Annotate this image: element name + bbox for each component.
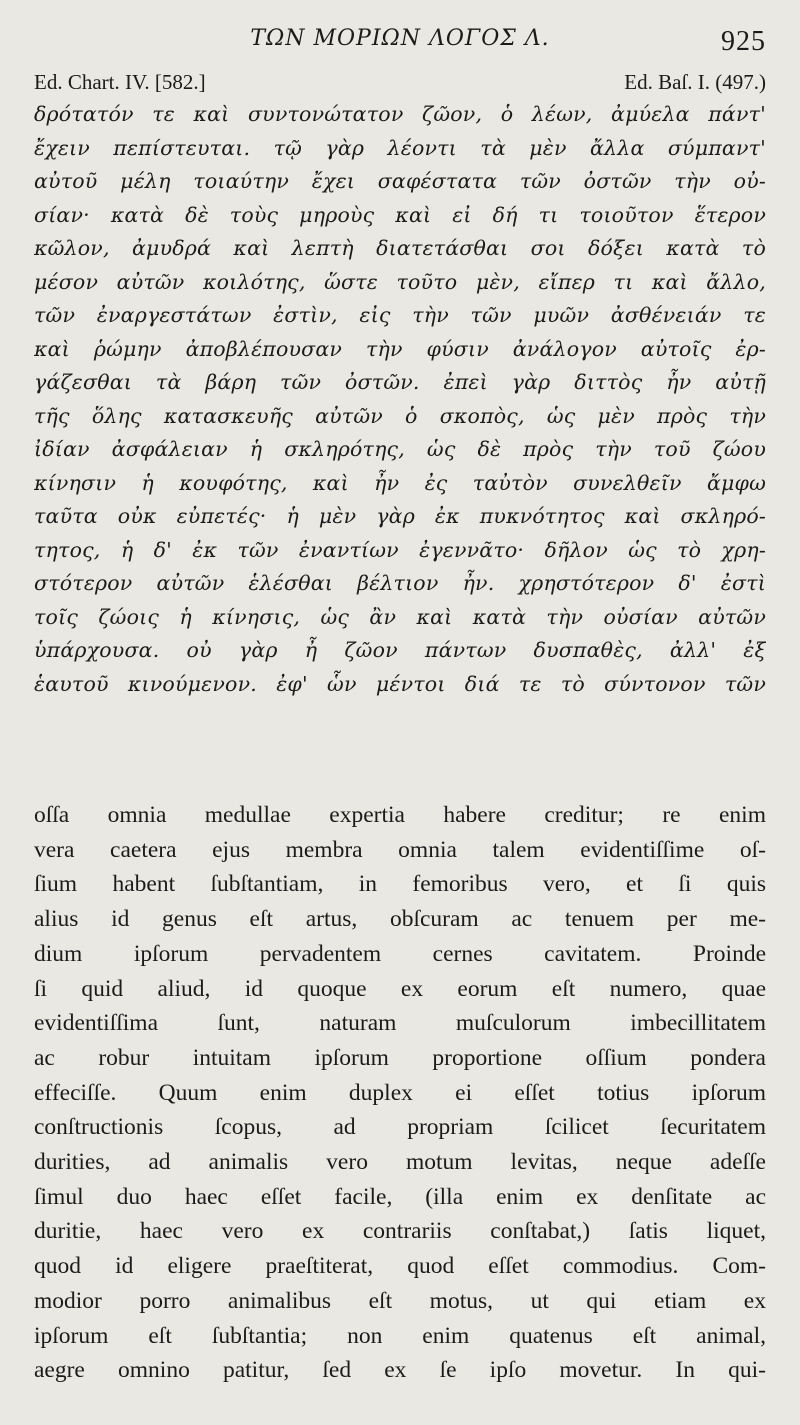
latin-line: oſſa omnia medullae expertia habere creditur; re enim (34, 802, 766, 828)
greek-line: τῶν ἐναργεστάτων ἐστὶν, εἰς τὴν τῶν μυῶν ἀσθένειάν τε (34, 303, 766, 327)
latin-line: ac robur intuitam ipſorum proportione oſſium pondera (34, 1044, 766, 1071)
greek-line: τητος, ἡ δ' ἐκ τῶν ἐναντίων ἐγεννᾶτο· δῆλον ὡς τὸ χρη- (34, 537, 766, 562)
greek-line: ἔχειν πεπίστευται. τῷ γὰρ λέοντι τὰ μὲν ἄλλα σύμπαντ' (34, 135, 766, 160)
greek-line: κῶλον, ἀμυδρά καὶ λεπτὴ διατετάσθαι σοι δόξει κατὰ τὸ (34, 236, 766, 260)
greek-line: γάζεσθαι τὰ βάρη τῶν ὀστῶν. ἐπεὶ γὰρ διττὸς ἦν αὐτῇ (34, 370, 766, 394)
greek-line: σίαν· κατὰ δὲ τοὺς μηροὺς καὶ εἰ δή τι τοιοῦτον ἕτερον (34, 202, 766, 227)
greek-text-block (34, 98, 766, 701)
latin-line: conſtructionis ſcopus, ad propriam ſcilicet ſecuritatem (34, 1114, 766, 1141)
greek-line: καὶ ῥώμην ἀποβλέπουσαν τὴν φύσιν ἀνάλογον αὐτοῖς ἐρ- (34, 336, 766, 361)
greek-line: ὑπάρχουσα. οὐ γὰρ ἦ ζῶον πάντων δυσπαθὲς, ἀλλ' ἐξ (34, 638, 766, 662)
page-number: 925 (721, 26, 766, 57)
latin-line: ſimul duo haec eſſet facile, (illa enim ex denſitate ac (34, 1183, 766, 1210)
latin-line: quod id eligere praeſtiterat, quod eſſet commodius. Com- (34, 1253, 766, 1280)
greek-line: τοῖς ζώοις ἡ κίνησις, ὡς ἂν καὶ κατὰ τὴν οὐσίαν αὐτῶν (34, 604, 766, 629)
latin-line: vera caetera ejus membra omnia talem evidentiſſime oſ- (34, 836, 766, 863)
latin-line: duritie, haec vero ex contrariis conſtabat,) ſatis liquet, (34, 1218, 766, 1245)
greek-line: αὐτοῦ μέλη τοιαύτην ἔχει σαφέστατα τῶν ὀστῶν τὴν οὐ- (34, 169, 766, 193)
greek-line: δρότατόν τε καὶ συντονώτατον ζῶον, ὁ λέων, ἀμύελα πάντ' (34, 102, 766, 126)
edition-chart-reference: Ed. Chart. IV. [582.] (34, 70, 206, 94)
latin-line: evidentiſſima ſunt, naturam muſculorum imbecillitatem (34, 1010, 766, 1037)
latin-line: ſi quid aliud, id quoque ex eorum eſt numero, quae (34, 975, 766, 1002)
latin-line: ſium habent ſubſtantiam, in femoribus vero, et ſi quis (34, 871, 766, 898)
latin-line: alius id genus eſt artus, obſcuram ac tenuem per me- (34, 906, 766, 933)
latin-line: dium ipſorum pervadentem cernes cavitatem. Proinde (34, 940, 766, 967)
latin-line: modior porro animalibus eſt motus, ut qui etiam ex (34, 1287, 766, 1314)
greek-line: μέσον αὐτῶν κοιλότης, ὥστε τοῦτο μὲν, εἴπερ τι καὶ ἄλλο, (34, 269, 766, 294)
edition-basel-reference: Ed. Baſ. I. (497.) (624, 70, 766, 94)
greek-line: ταῦτα οὐκ εὐπετές· ἡ μὲν γὰρ ἐκ πυκνότητος καὶ σκληρό- (34, 504, 766, 528)
running-head: ΤΩΝ ΜΟΡΙΩΝ ΛΟΓΟΣ Λ. (250, 26, 550, 51)
greek-line: κίνησιν ἡ κουφότης, καὶ ἦν ἐς ταὐτὸν συνελθεῖν ἄμφω (34, 470, 766, 495)
latin-line: aegre omnino patitur, ſed ex ſe ipſo movetur. In qui- (34, 1357, 766, 1384)
latin-line: durities, ad animalis vero motum levitas, neque adeſſe (34, 1149, 766, 1176)
greek-line: τῆς ὅλης κατασκευῆς αὐτῶν ὁ σκοπὸς, ὡς μὲν πρὸς τὴν (34, 403, 766, 428)
latin-line: ipſorum eſt ſubſtantia; non enim quatenus eſt animal, (34, 1322, 766, 1349)
greek-line: ἰδίαν ἀσφάλειαν ἡ σκληρότης, ὡς δὲ πρὸς τὴν τοῦ ζώου (34, 437, 766, 461)
greek-line: στότερον αὐτῶν ἑλέσθαι βέλτιον ἦν. χρηστότερον δ' ἐστὶ (34, 571, 766, 595)
latin-text-block (34, 798, 766, 1388)
edition-line (34, 70, 766, 96)
greek-line: ἑαυτοῦ κινούμενον. ἐφ' ὧν μέντοι διά τε τὸ σύντονον τῶν (34, 671, 766, 696)
latin-line: effeciſſe. Quum enim duplex ei eſſet totius ipſorum (34, 1079, 766, 1106)
